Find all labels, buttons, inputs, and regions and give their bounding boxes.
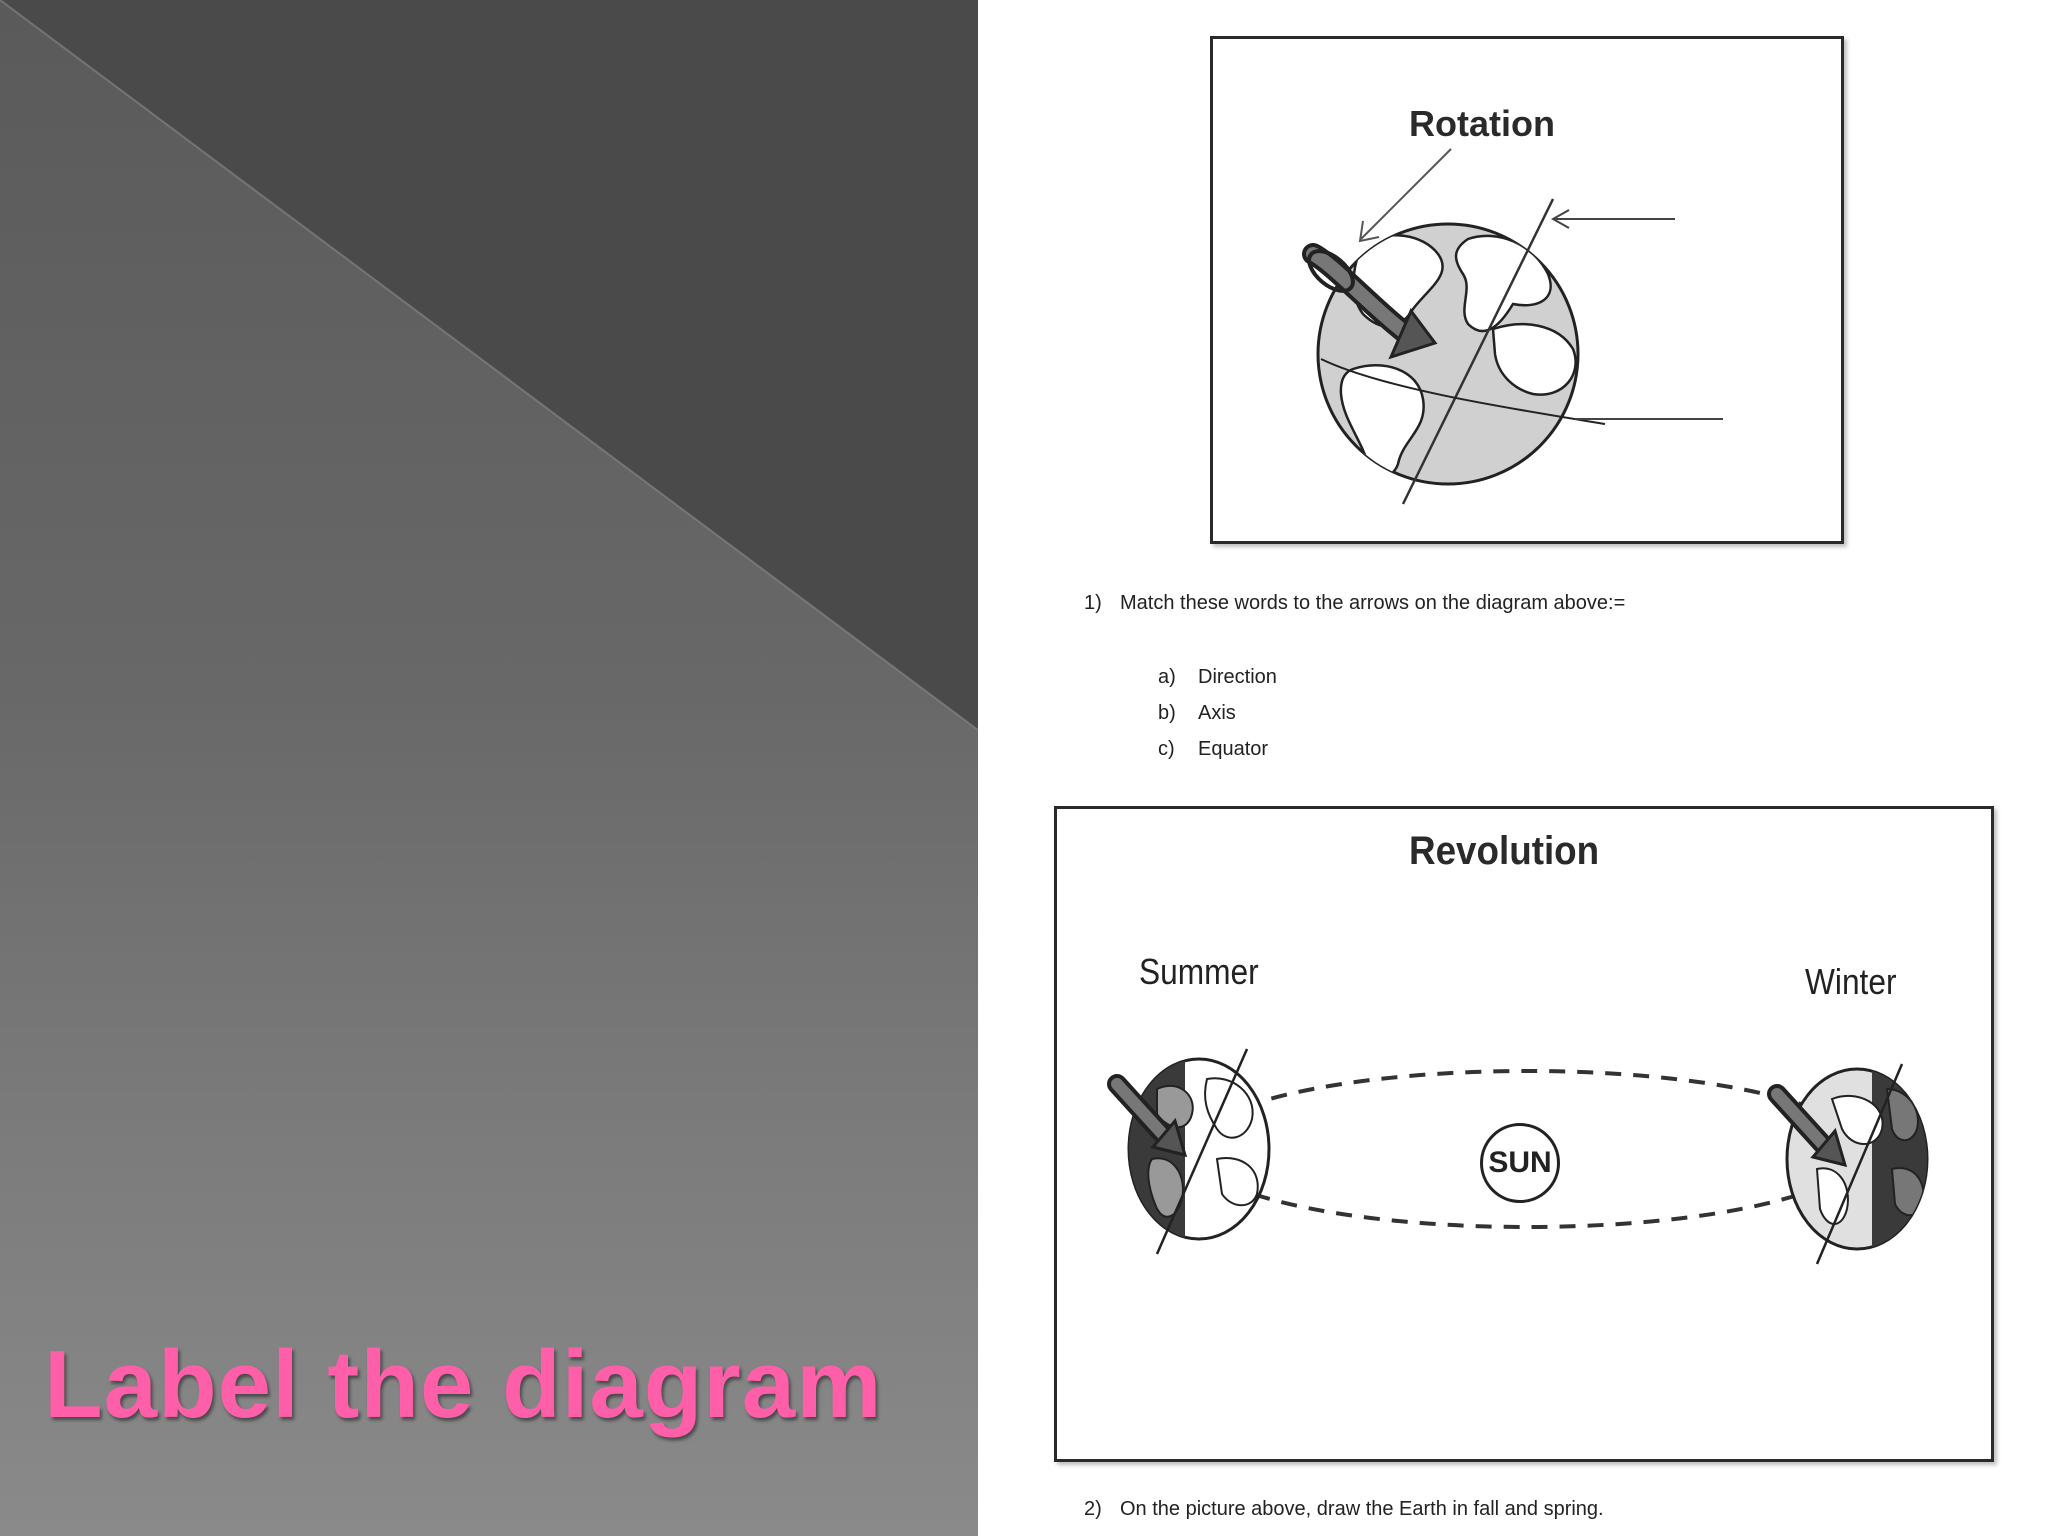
- question-2: [1084, 1498, 1604, 1521]
- question-1-number: 1): [1084, 592, 1102, 614]
- earth-summer: [1117, 1049, 1269, 1254]
- answer-options: [1158, 664, 1277, 772]
- revolution-title: Revolution: [1409, 829, 1600, 873]
- rotation-figure: [1210, 36, 1844, 544]
- summer-label: Summer: [1139, 951, 1259, 992]
- sun-label: SUN: [1480, 1123, 1560, 1203]
- revolution-figure: [1054, 806, 1994, 1462]
- option-direction: a) Direction: [1158, 666, 1277, 688]
- question-2-number: 2): [1084, 1498, 1102, 1520]
- earth-winter: [1777, 1059, 1952, 1264]
- left-panel: [0, 0, 978, 1536]
- option-equator: c) Equator: [1158, 738, 1269, 760]
- slide-title: Label the diagram: [44, 1331, 883, 1438]
- option-axis: b) Axis: [1158, 702, 1236, 724]
- question-1-text: Match these words to the arrows on the diagram above:=: [1120, 592, 1626, 614]
- rotation-title: Rotation: [1409, 103, 1555, 144]
- question-1: [1084, 592, 1625, 615]
- winter-label: Winter: [1805, 961, 1897, 1002]
- worksheet-panel: [978, 0, 2048, 1536]
- background-triangle: [0, 0, 978, 730]
- question-2-text: On the picture above, draw the Earth in fall and spring.: [1120, 1498, 1604, 1520]
